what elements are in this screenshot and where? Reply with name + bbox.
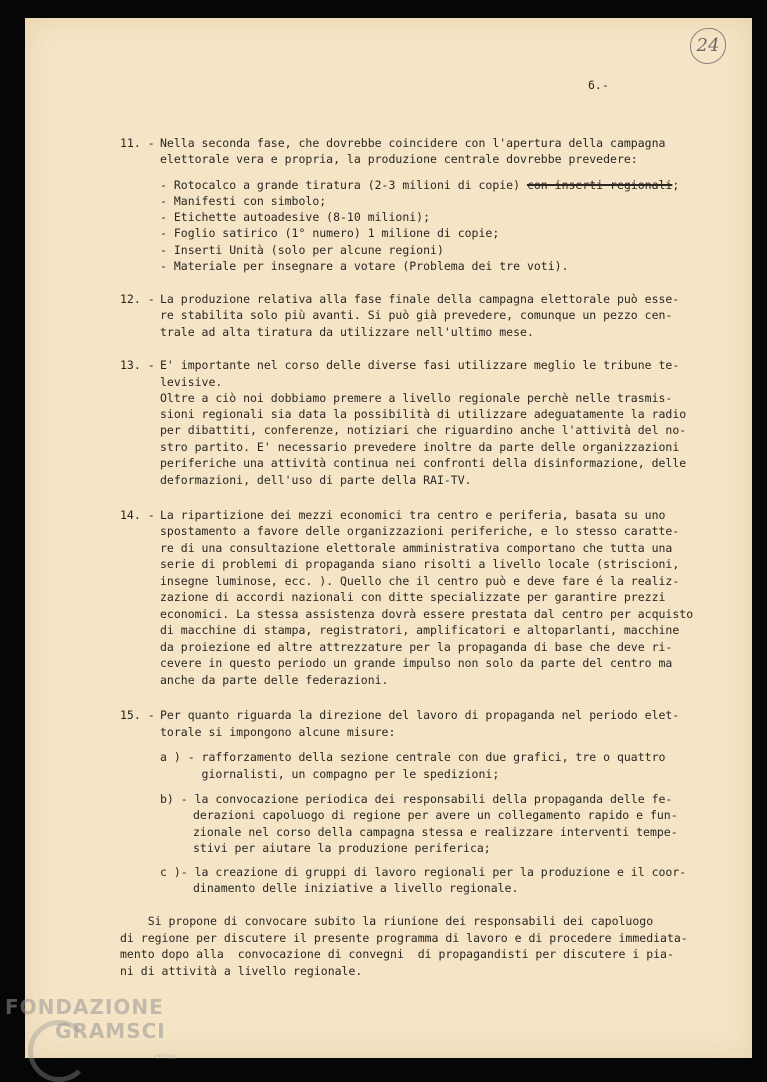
watermark-line1: FONDAZIONE	[5, 995, 164, 1019]
list-item: - Materiale per insegnare a votare (Problema dei tre voti).	[160, 259, 569, 273]
section-number-12: 12. -	[120, 292, 155, 306]
sub-item-b: derazioni capoluogo di regione per avere un collegamento rapido e fun-	[193, 808, 678, 822]
section-number-13: 13. -	[120, 358, 155, 372]
section-13-line: sioni regionali sia data la possibilità di utilizzare adeguatamente la radio	[160, 407, 687, 421]
section-11-line: elettorale vera e propria, la produzione centrale dovrebbe prevedere:	[160, 152, 638, 166]
section-14-line: insegne luminose, ecc. ). Quello che il centro può e deve fare é la realiz-	[160, 574, 680, 588]
sub-item-c: dinamento delle iniziative a livello regionale.	[193, 881, 519, 895]
list-item: - Foglio satirico (1° numero) 1 milione di copie;	[160, 226, 500, 240]
section-13-line: per dibattiti, conferenze, notiziari che riguardino anche l'attività del no-	[160, 423, 687, 437]
list-item: - Etichette autoadesive (8-10 milioni);	[160, 210, 431, 224]
sub-item-b: b) - la convocazione periodica dei responsabili della propaganda delle fe-	[160, 792, 673, 806]
section-14-line: re di una consultazione elettorale amministrativa comportano che tutta una	[160, 541, 673, 555]
watermark-line2: GRAMSCI	[55, 1019, 166, 1043]
handwritten-page-annotation: 24	[690, 28, 726, 64]
closing-line: Si propone di convocare subito la riunione dei responsabili dei capoluogo	[120, 914, 654, 928]
section-13-line: deformazioni, dell'uso di parte della RAI-TV.	[160, 473, 472, 487]
section-14-line: cevere in questo periodo un grande impulso non solo da parte del centro ma	[160, 656, 673, 670]
sub-item-a: a ) - rafforzamento della sezione centrale con due grafici, tre o quattro	[160, 750, 666, 764]
section-14-line: zazione di accordi nazionali con ditte specializzate per garantire prezzi	[160, 590, 666, 604]
section-13-line: periferiche una attività continua nei confronti della disinformazione, delle	[160, 456, 687, 470]
watermark-sub: onlus	[155, 1052, 177, 1061]
section-14-line: economici. La stessa assistenza dovrà essere prestata dal centro per acquisto	[160, 607, 694, 621]
list-item-tail: ;	[672, 178, 680, 192]
list-item-text: - Rotocalco a grande tiratura (2-3 milioni di copie)	[160, 178, 527, 192]
section-14-line: da proiezione ed altre attrezzature per la propaganda di base che deve ri-	[160, 640, 673, 654]
list-item: - Manifesti con simbolo;	[160, 194, 327, 208]
section-number-14: 14. -	[120, 508, 155, 522]
section-14-line: La ripartizione dei mezzi economici tra centro e periferia, basata su uno	[160, 508, 666, 522]
watermark	[5, 995, 166, 1043]
section-12-line: La produzione relativa alla fase finale della campagna elettorale può esse-	[160, 292, 680, 306]
section-14-line: spostamento a favore delle organizzazioni periferiche, e lo stesso caratte-	[160, 524, 680, 538]
list-item: - Inserti Unità (solo per alcune regioni)	[160, 243, 444, 257]
section-14-line: di macchine di stampa, registratori, amplificatori e altoparlanti, macchine	[160, 623, 680, 637]
sub-item-a: giornalisti, un compagno per le spedizioni;	[160, 767, 500, 781]
section-12-line: trale ad alta tiratura da utilizzare nell'ultimo mese.	[160, 325, 534, 339]
section-13-line: E' importante nel corso delle diverse fasi utilizzare meglio le tribune te-	[160, 358, 680, 372]
section-number-15: 15. -	[120, 708, 155, 722]
section-14-line: anche da parte delle federazioni.	[160, 673, 389, 687]
sub-item-b: stivi per aiutare la produzione periferica;	[193, 841, 491, 855]
closing-line: mento dopo alla convocazione di convegni di propagandisti per discutere i pia-	[120, 947, 674, 961]
struck-text: con inserti regionali	[526, 178, 673, 192]
section-13-line: levisive.	[160, 375, 223, 389]
section-14-line: serie di problemi di propaganda siano risolti a livello locale (striscioni,	[160, 557, 680, 571]
page-number: 6.-	[588, 78, 609, 92]
closing-line: ni di attività a livello regionale.	[120, 964, 363, 978]
closing-line: di regione per discutere il presente programma di lavoro e di procedere immediata-	[120, 931, 688, 945]
section-number-11: 11. -	[120, 136, 155, 150]
section-13-line: stro partito. E' necessario prevedere inoltre da parte delle organizzazioni	[160, 440, 680, 454]
section-12-line: re stabilita solo più avanti. Si può già prevedere, comunque un pezzo cen-	[160, 308, 673, 322]
section-15-line: torale si impongono alcune misure:	[160, 725, 396, 739]
section-15-line: Per quanto riguarda la direzione del lavoro di propaganda nel periodo elet-	[160, 708, 680, 722]
section-13-line: Oltre a ciò noi dobbiamo premere a livello regionale perchè nelle trasmis-	[160, 391, 673, 405]
list-item	[160, 177, 679, 193]
sub-item-c: c )- la creazione di gruppi di lavoro regionali per la produzione e il coor-	[160, 865, 687, 879]
sub-item-b: zionale nel corso della campagna stessa e realizzare interventi tempe-	[193, 825, 678, 839]
section-11-line: Nella seconda fase, che dovrebbe coincidere con l'apertura della campagna	[160, 136, 666, 150]
